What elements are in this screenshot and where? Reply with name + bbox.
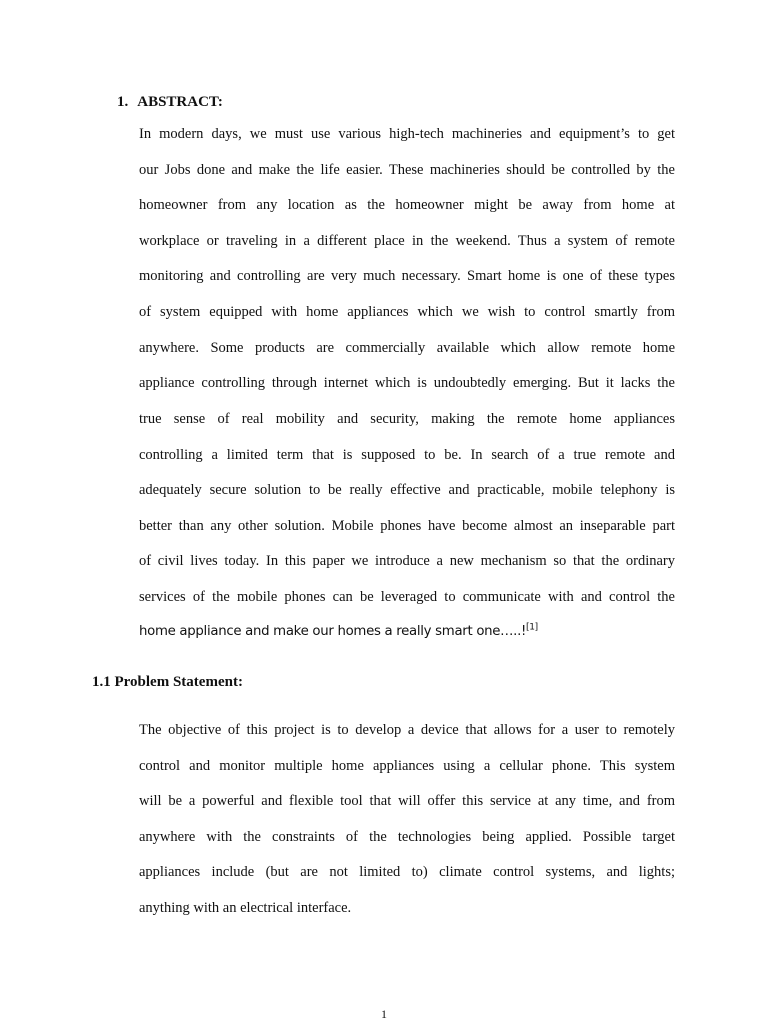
problem-line: The objective of this project is to develop a device that allows for a user to remotely: [139, 722, 675, 738]
abstract-line: appliance controlling through internet which is undoubtedly emerging. But it lacks the: [139, 375, 675, 391]
abstract-heading: [117, 92, 223, 112]
abstract-line: services of the mobile phones can be leveraged to communicate with and control the: [139, 589, 675, 605]
abstract-line: workplace or traveling in a different place in the weekend. Thus a system of remote: [139, 233, 675, 249]
abstract-line: better than any other solution. Mobile phones have become almost an inseparable part: [139, 518, 675, 534]
problem-line: anywhere with the constraints of the technologies being applied. Possible target: [139, 829, 675, 845]
abstract-line: controlling a limited term that is supposed to be. In search of a true remote and: [139, 447, 675, 463]
abstract-line: adequately secure solution to be really effective and practicable, mobile telephony is: [139, 482, 675, 498]
abstract-line: homeowner from any location as the homeowner might be away from home at: [139, 197, 675, 213]
abstract-line: monitoring and controlling are very much necessary. Smart home is one of these types: [139, 268, 675, 284]
abstract-last-line: [139, 622, 675, 642]
page-number: 1: [381, 1007, 387, 1021]
abstract-heading-title: ABSTRACT:: [137, 94, 223, 110]
abstract-line: of civil lives today. In this paper we introduce a new mechanism so that the ordinary: [139, 553, 675, 569]
problem-line: control and monitor multiple home appliances using a cellular phone. This system: [139, 758, 675, 774]
problem-line: appliances include (but are not limited to) climate control systems, and lights;: [139, 864, 675, 880]
abstract-line: anywhere. Some products are commercially available which allow remote home: [139, 340, 675, 356]
abstract-line: true sense of real mobility and security, making the remote home appliances: [139, 411, 675, 427]
abstract-last-line-text: home appliance and make our homes a really smart one…..!: [139, 624, 527, 639]
problem-statement-heading: 1.1 Problem Statement:: [92, 674, 243, 690]
abstract-heading-number: 1.: [117, 94, 129, 110]
citation-reference: [1]: [526, 622, 538, 633]
problem-line: anything with an electrical interface.: [139, 900, 352, 916]
abstract-line: of system equipped with home appliances which we wish to control smartly from: [139, 304, 675, 320]
abstract-line: our Jobs done and make the life easier. These machineries should be controlled by the: [139, 162, 675, 178]
problem-line: will be a powerful and flexible tool that will offer this service at any time, and from: [139, 793, 675, 809]
abstract-line: In modern days, we must use various high-tech machineries and equipment’s to get: [139, 126, 675, 142]
